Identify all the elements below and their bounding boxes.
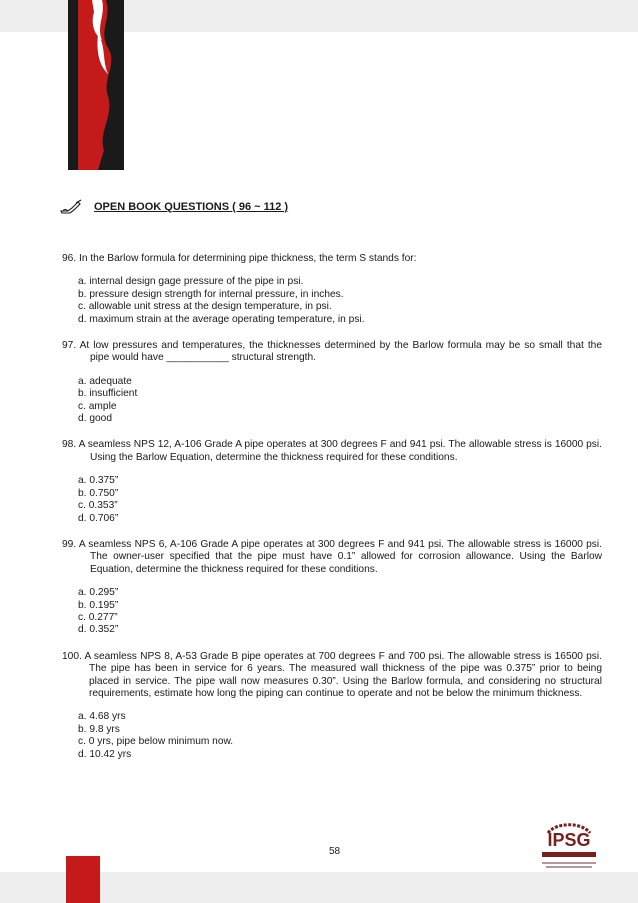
option: a. adequate [78, 375, 132, 387]
logo-text: IPSG [547, 830, 591, 850]
option: a. 0.375” [78, 475, 119, 487]
question-list [62, 253, 602, 775]
flame-ribbon-graphic [68, 0, 124, 170]
question-99 [62, 539, 602, 637]
option: a. 4.68 yrs [78, 711, 126, 723]
question-text: 99. A seamless NPS 6, A-106 Grade A pipe operates at 300 degrees F and 941 psi. The allowable stress is 16000 psi. The owner-user specified that the pipe must have 0.1” allowed for corrosion allowance. Using the Barlow Equation, determine the thickness required for these conditions. [62, 538, 602, 575]
page-number: 58 [329, 846, 341, 857]
writing-hand-icon [60, 199, 82, 215]
option-list [62, 376, 602, 426]
option: c. allowable unit stress at the design temperature, in psi. [78, 301, 332, 313]
question-text: 100. A seamless NPS 8, A-53 Grade B pipe operates at 700 degrees F and 700 psi. The allowable stress is 16500 psi. The pipe has been in service for 6 years. The measured wall thickness of the pipe was 0.375” prior to being placed in service. The pipe wall now measures 0.30”. Using the Barlow formula, and considering no structural requirements, estimate how long the piping can continue to operate and not be below the minimum thickness. [62, 650, 602, 699]
option: b. pressure design strength for internal pressure, in inches. [78, 288, 344, 300]
option: b. 0.750” [78, 487, 119, 499]
question-text: 98. A seamless NPS 12, A-106 Grade A pipe operates at 300 degrees F and 941 psi. The allowable stress is 16000 psi. Using the Barlow Equation, determine the thickness required for these conditions. [62, 439, 602, 463]
option-list [62, 276, 602, 326]
question-100 [62, 651, 602, 761]
question-97 [62, 340, 602, 425]
question-98 [62, 439, 602, 524]
option: c. 0.277” [78, 611, 118, 623]
option: b. insufficient [78, 388, 138, 400]
option-list [62, 711, 602, 761]
logo-bar [542, 852, 596, 857]
option: c. 0 yrs, pipe below minimum now. [78, 736, 234, 748]
section-title: OPEN BOOK QUESTIONS ( 96 ~ 112 ) [94, 201, 289, 213]
option: b. 0.195” [78, 599, 119, 611]
logo-tagline-graphic [542, 860, 596, 870]
option: d. maximum strain at the average operating temperature, in psi. [78, 313, 365, 325]
question-text: 97. At low pressures and temperatures, the thicknesses determined by the Barlow formula may be so small that the pipe would have ___________ structural strength. [62, 340, 602, 364]
option-list [62, 587, 602, 637]
option: d. 0.352” [78, 624, 119, 636]
option-list [62, 475, 602, 525]
option: a. 0.295” [78, 587, 119, 599]
option: d. good [78, 413, 112, 425]
option: c. 0.353” [78, 500, 118, 512]
option: d. 0.706” [78, 512, 119, 524]
option: c. ample [78, 400, 117, 412]
option: a. internal design gage pressure of the pipe in psi. [78, 276, 304, 288]
ipsg-logo [538, 820, 600, 878]
ribbon-bottom-graphic [66, 856, 100, 903]
option: d. 10.42 yrs [78, 748, 132, 760]
section-heading [60, 199, 288, 215]
question-text: 96. In the Barlow formula for determining pipe thickness, the term S stands for: [62, 253, 417, 264]
option: b. 9.8 yrs [78, 723, 120, 735]
question-96 [62, 253, 602, 326]
